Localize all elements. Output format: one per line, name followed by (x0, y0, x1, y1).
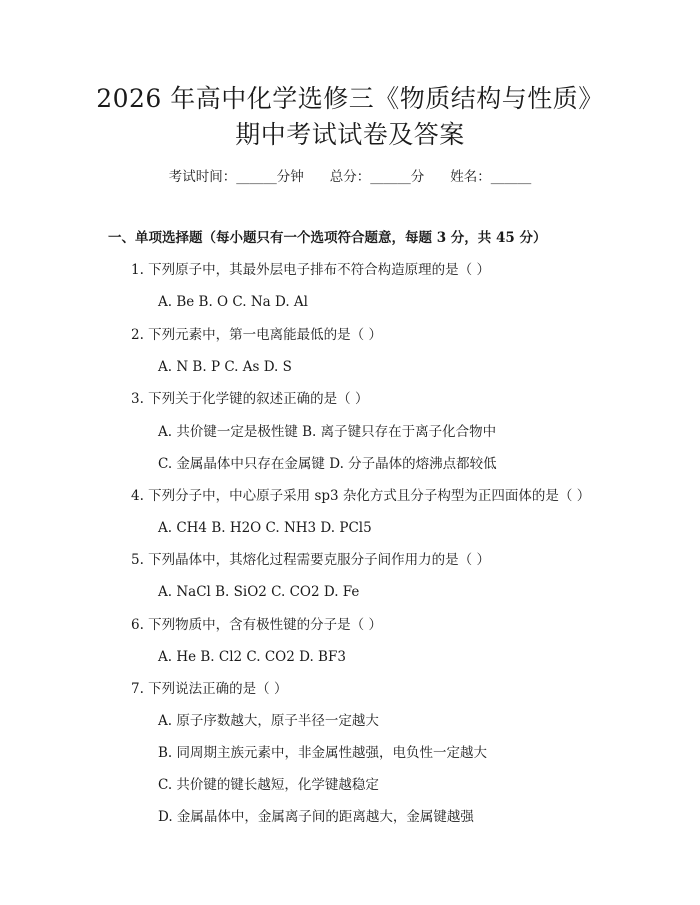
question-7-option-d: D. 金属晶体中，金属离子间的距离越大，金属键越强 (158, 809, 474, 825)
question-1-options: A. Be B. O C. Na D. Al (158, 294, 308, 310)
exam-time-label: 考试时间：______分钟 (168, 169, 304, 185)
question-7-stem: 7. 下列说法正确的是（ ） (131, 681, 288, 697)
exam-info-row (0, 169, 700, 185)
question-2-stem: 2. 下列元素中，第一电离能最低的是（ ） (131, 327, 382, 343)
question-3-stem: 3. 下列关于化学键的叙述正确的是（ ） (131, 391, 369, 407)
question-6-options: A. He B. Cl2 C. CO2 D. BF3 (158, 649, 346, 665)
question-4-options: A. CH4 B. H2O C. NH3 D. PCl5 (158, 520, 372, 536)
question-7-option-b: B. 同周期主族元素中，非金属性越强，电负性一定越大 (158, 745, 488, 761)
exam-title-line-1: 2026 年高中化学选修三《物质结构与性质》 (96, 84, 604, 113)
section-heading-single-choice: 一、单项选择题（每小题只有一个选项符合题意，每题 3 分，共 45 分） (108, 230, 547, 246)
exam-title-line-2: 期中考试试卷及答案 (235, 120, 465, 149)
student-name-label: 姓名：______ (450, 169, 532, 185)
question-6-stem: 6. 下列物质中，含有极性键的分子是（ ） (131, 617, 382, 633)
question-3-options-cd: C. 金属晶体中只存在金属键 D. 分子晶体的熔沸点都较低 (158, 456, 497, 472)
question-1-stem: 1. 下列原子中，其最外层电子排布不符合构造原理的是（ ） (131, 262, 490, 278)
question-7-option-a: A. 原子序数越大，原子半径一定越大 (158, 713, 379, 729)
question-4-stem: 4. 下列分子中，中心原子采用 sp3 杂化方式且分子构型为正四面体的是（ ） (131, 488, 591, 504)
question-7-option-c: C. 共价键的键长越短，化学键越稳定 (158, 777, 379, 793)
question-2-options: A. N B. P C. As D. S (158, 359, 292, 375)
question-5-options: A. NaCl B. SiO2 C. CO2 D. Fe (158, 584, 360, 600)
total-score-label: 总分：______分 (329, 169, 425, 185)
question-5-stem: 5. 下列晶体中，其熔化过程需要克服分子间作用力的是（ ） (131, 552, 490, 568)
question-3-options-ab: A. 共价键一定是极性键 B. 离子键只存在于离子化合物中 (158, 424, 497, 440)
